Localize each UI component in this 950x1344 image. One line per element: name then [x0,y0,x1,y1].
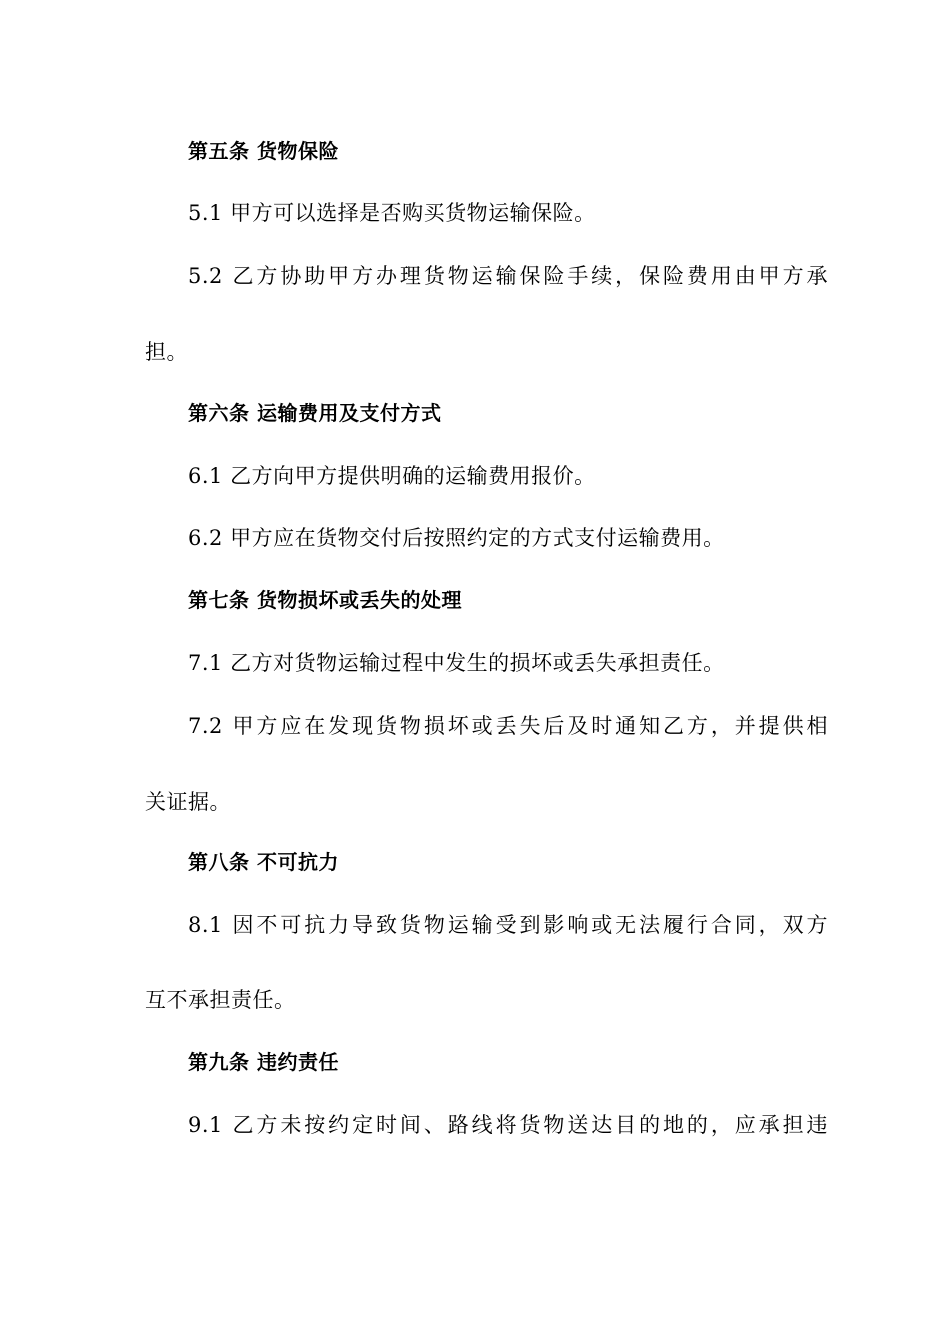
clause-7-1: 7.1 乙方对货物运输过程中发生的损坏或丢失承担责任。 [188,651,725,675]
clause-5-2-continuation: 担。 [145,340,188,364]
clause-5-2: 5.2 乙方协助甲方办理货物运输保险手续，保险费用由甲方承 [188,264,828,288]
section-heading-8: 第八条 不可抗力 [188,850,339,874]
section-heading-9: 第九条 违约责任 [188,1050,339,1074]
clause-6-1: 6.1 乙方向甲方提供明确的运输费用报价。 [188,464,596,488]
clause-6-2: 6.2 甲方应在货物交付后按照约定的方式支付运输费用。 [188,526,725,550]
section-heading-5: 第五条 货物保险 [188,139,339,163]
clause-8-1: 8.1 因不可抗力导致货物运输受到影响或无法履行合同，双方 [188,913,828,937]
section-heading-7: 第七条 货物损坏或丢失的处理 [188,588,462,612]
section-heading-6: 第六条 运输费用及支付方式 [188,401,442,425]
clause-7-2: 7.2 甲方应在发现货物损坏或丢失后及时通知乙方，并提供相 [188,714,828,738]
clause-7-2-continuation: 关证据。 [145,790,231,814]
clause-8-1-continuation: 互不承担责任。 [145,988,296,1012]
clause-5-1: 5.1 甲方可以选择是否购买货物运输保险。 [188,201,596,225]
clause-9-1: 9.1 乙方未按约定时间、路线将货物送达目的地的，应承担违 [188,1113,828,1137]
